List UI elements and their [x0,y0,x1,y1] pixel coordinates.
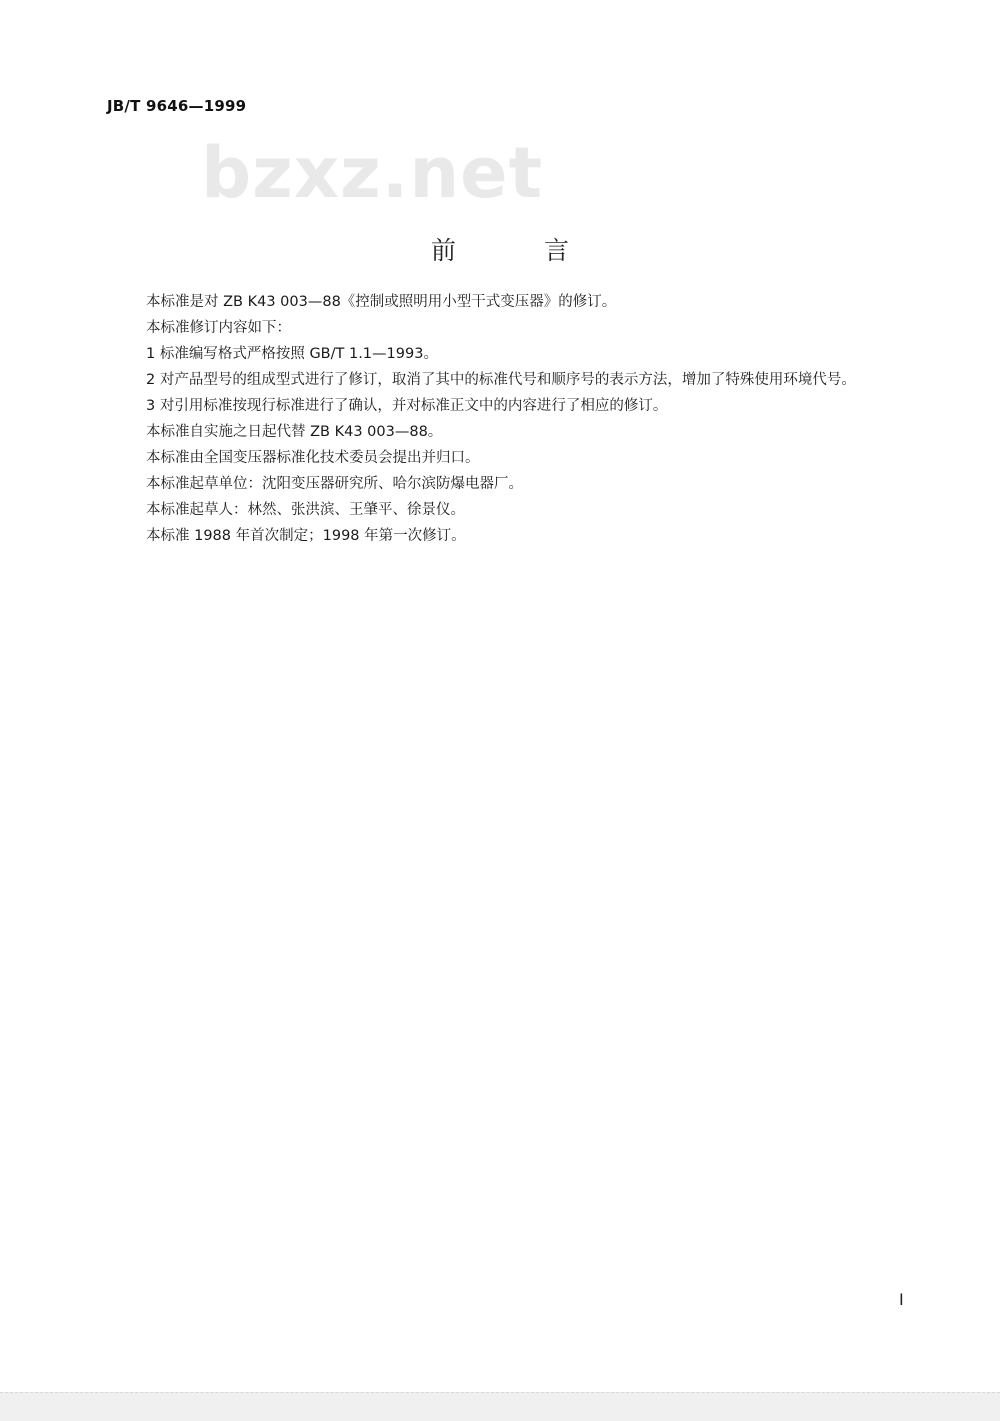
paragraph-item-3: 3 对引用标准按现行标准进行了确认，并对标准正文中的内容进行了相应的修订。 [146,398,668,414]
viewer-bottom-strip [0,1392,1000,1421]
paragraph-drafters: 本标准起草人：林然、张洪滨、王肇平、徐景仪。 [146,502,465,518]
page-title: 前 言 [431,236,609,265]
page-number: I [899,1290,904,1309]
paragraph-history: 本标准 1988 年首次制定；1998 年第一次修订。 [146,528,466,544]
foreword-body [112,289,907,549]
paragraph-revision-contents: 本标准修订内容如下： [146,320,291,336]
paragraph-proposed-by: 本标准由全国变压器标准化技术委员会提出并归口。 [146,450,480,466]
paragraph-item-1: 1 标准编写格式严格按照 GB/T 1.1—1993。 [146,346,438,362]
paragraph-replaces: 本标准自实施之日起代替 ZB K43 003—88。 [146,424,443,440]
watermark-logo: bzxz.net [201,132,544,214]
paragraph-revision-of: 本标准是对 ZB K43 003—88《控制或照明用小型干式变压器》的修订。 [146,294,617,310]
paragraph-drafting-units: 本标准起草单位：沈阳变压器研究所、哈尔滨防爆电器厂。 [146,476,523,492]
paragraph-item-2: 2 对产品型号的组成型式进行了修订，取消了其中的标准代号和顺序号的表示方法，增加了特殊使用环境代号。 [146,372,856,388]
standard-code-header: JB/T 9646—1999 [107,97,247,115]
